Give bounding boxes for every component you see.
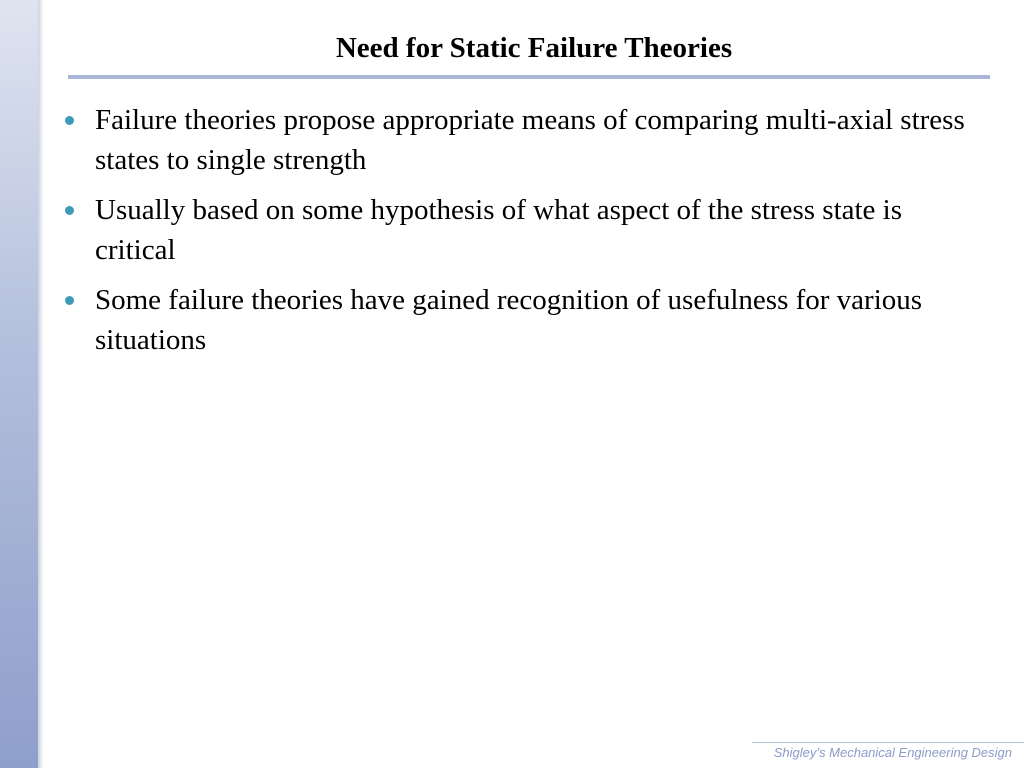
bullet-text: Some failure theories have gained recognition of usefulness for various situations (95, 284, 923, 356)
title-underline (68, 75, 990, 79)
footer-divider (752, 742, 1024, 743)
bullet-item (60, 100, 970, 180)
bullet-dot-icon (65, 296, 74, 305)
bullet-item (60, 280, 970, 360)
bullet-dot-icon (65, 116, 74, 125)
bullet-item (60, 190, 970, 270)
bullet-list (60, 100, 970, 370)
bullet-text: Failure theories propose appropriate means of comparing multi-axial stress states to single strength (95, 104, 965, 176)
bullet-dot-icon (65, 206, 74, 215)
footer-text: Shigley’s Mechanical Engineering Design (773, 745, 1012, 760)
left-decorative-bar (0, 0, 38, 768)
slide-title: Need for Static Failure Theories (335, 32, 733, 64)
left-bar-shadow (38, 0, 44, 768)
bullet-text: Usually based on some hypothesis of what aspect of the stress state is critical (95, 194, 903, 266)
